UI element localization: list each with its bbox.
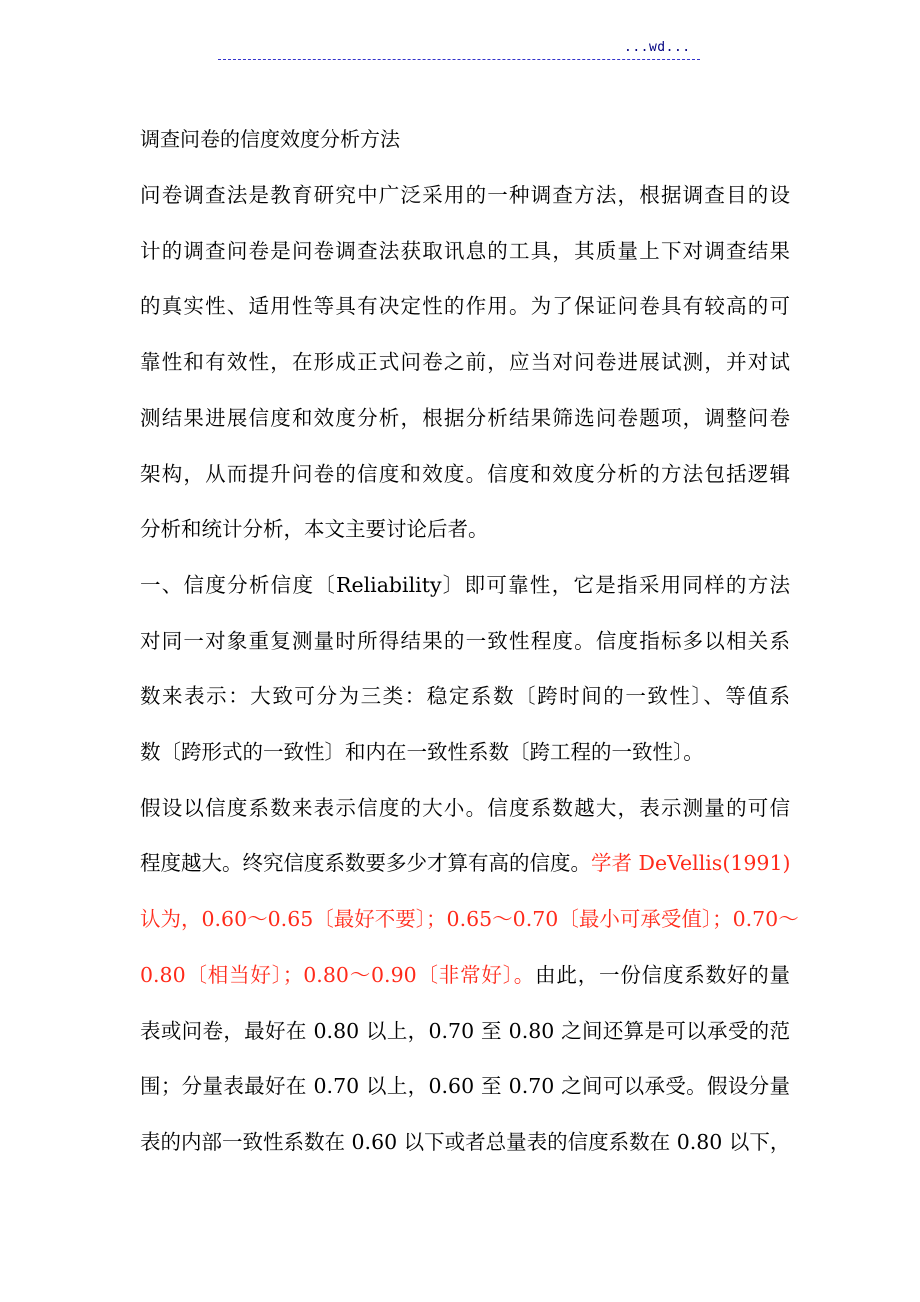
text-line <box>140 626 790 656</box>
text-segment: 数来表示：大致可分为三类：稳定系数〔跨时间的一致性〕、等值系 <box>140 684 790 709</box>
text-segment: 架构，从而提升问卷的信度和效度。信度和效度分析的方法包括逻辑 <box>140 461 790 486</box>
text-line <box>140 570 790 600</box>
text-line <box>140 291 790 321</box>
text-segment: 围；分量表最好在 0.70 以上，0.60 至 0.70 之间可以承受。假设分量 <box>140 1074 790 1099</box>
header-divider <box>218 59 700 60</box>
document-title: 调查问卷的信度效度分析方法 <box>140 127 400 151</box>
text-segment: 假设以信度系数来表示信度的大小。信度系数越大，表示测量的可信 <box>140 795 790 820</box>
text-line <box>140 180 790 210</box>
text-line <box>140 793 790 823</box>
highlighted-text: 学者 DeVellis(1991) <box>591 851 791 876</box>
text-line <box>140 737 790 767</box>
text-line <box>140 960 790 990</box>
header-marker: ...wd... <box>624 40 691 55</box>
text-line <box>140 403 790 433</box>
text-segment: 程度越大。终究信度系数要多少才算有高的信度。 <box>140 851 591 876</box>
text-segment: 表的内部一致性系数在 0.60 以下或者总量表的信度系数在 0.80 以下， <box>140 1129 791 1154</box>
text-segment: 测结果进展信度和效度分析，根据分析结果筛选问卷题项，调整问卷 <box>140 405 790 430</box>
text-line <box>140 1071 790 1101</box>
text-line <box>140 347 790 377</box>
highlighted-text: 0.80〔相当好〕；0.80～0.90〔非常好〕。 <box>140 962 536 987</box>
text-line <box>140 681 790 711</box>
text-segment: 一、信度分析信度〔Reliability〕即可靠性，它是指采用同样的方法 <box>140 572 790 597</box>
text-segment: 的真实性、适用性等具有决定性的作用。为了保证问卷具有较高的可 <box>140 294 790 319</box>
text-segment: 计的调查问卷是问卷调查法获取讯息的工具，其质量上下对调查结果 <box>140 238 790 263</box>
text-line <box>140 236 790 266</box>
text-line <box>140 848 790 878</box>
text-segment: 由此，一份信度系数好的量 <box>535 962 791 987</box>
text-segment: 分析和统计分析，本文主要讨论后者。 <box>140 517 489 542</box>
text-segment: 问卷调查法是教育研究中广泛采用的一种调查方法，根据调查目的设 <box>140 183 790 207</box>
highlighted-text: 认为，0.60～0.65〔最好不要〕；0.65～0.70〔最小可承受值〕；0.70～ <box>140 907 799 932</box>
text-line <box>140 514 790 544</box>
text-line <box>140 904 799 934</box>
text-line <box>140 1016 790 1046</box>
text-segment: 表或问卷，最好在 0.80 以上，0.70 至 0.80 之间还算是可以承受的范 <box>140 1018 790 1043</box>
text-line <box>140 1127 790 1157</box>
text-line <box>140 459 790 489</box>
text-segment: 靠性和有效性，在形成正式问卷之前，应当对问卷进展试测，并对试 <box>140 350 790 375</box>
text-segment: 对同一对象重复测量时所得结果的一致性程度。信度指标多以相关系 <box>140 628 790 653</box>
text-segment: 数〔跨形式的一致性〕和内在一致性系数〔跨工程的一致性〕。 <box>140 740 704 764</box>
